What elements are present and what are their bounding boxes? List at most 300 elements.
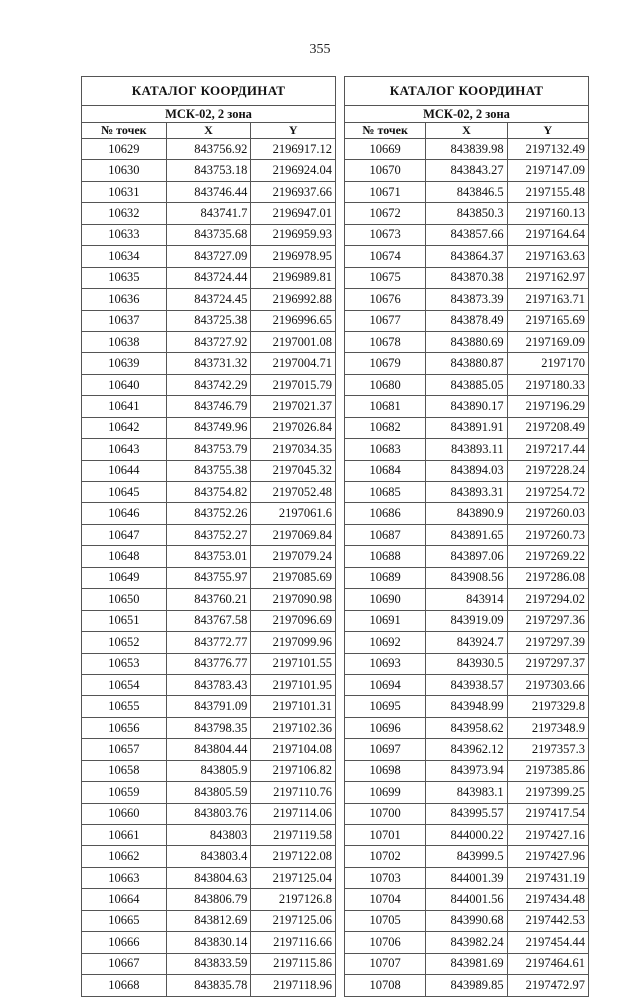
- x-coordinate-cell: 843755.38: [166, 460, 251, 481]
- y-coordinate-cell: 2197180.33: [507, 374, 588, 395]
- table-row: [82, 653, 336, 674]
- point-number-cell: 10671: [345, 181, 426, 202]
- y-coordinate-cell: 2197472.97: [507, 975, 588, 996]
- y-coordinate-cell: 2197147.09: [507, 160, 588, 181]
- table-row: [345, 589, 589, 610]
- point-number-cell: 10700: [345, 803, 426, 824]
- y-coordinate-cell: 2197079.24: [251, 546, 336, 567]
- point-number-cell: 10647: [82, 524, 167, 545]
- table-row: [82, 696, 336, 717]
- y-coordinate-cell: 2197119.58: [251, 825, 336, 846]
- x-coordinate-cell: 843752.26: [166, 503, 251, 524]
- y-coordinate-cell: 2197417.54: [507, 803, 588, 824]
- y-coordinate-cell: 2197125.04: [251, 867, 336, 888]
- table-row: [82, 589, 336, 610]
- x-coordinate-cell: 843893.11: [426, 439, 507, 460]
- y-coordinate-cell: 2197101.55: [251, 653, 336, 674]
- table-row: [345, 139, 589, 160]
- y-coordinate-cell: 2197165.69: [507, 310, 588, 331]
- table-row: [345, 417, 589, 438]
- point-number-cell: 10690: [345, 589, 426, 610]
- point-number-cell: 10633: [82, 224, 167, 245]
- x-coordinate-cell: 843772.77: [166, 632, 251, 653]
- x-coordinate-cell: 843727.09: [166, 246, 251, 267]
- x-coordinate-cell: 843983.1: [426, 782, 507, 803]
- y-coordinate-cell: 2197116.66: [251, 932, 336, 953]
- x-coordinate-cell: 843754.82: [166, 482, 251, 503]
- table-row: [345, 846, 589, 867]
- x-coordinate-cell: 843756.92: [166, 139, 251, 160]
- table-row: [345, 289, 589, 310]
- table-row: [345, 674, 589, 695]
- table-row: [345, 653, 589, 674]
- y-coordinate-cell: 2197034.35: [251, 439, 336, 460]
- point-number-cell: 10668: [82, 975, 167, 996]
- table-row: [345, 396, 589, 417]
- point-number-cell: 10644: [82, 460, 167, 481]
- point-number-cell: 10674: [345, 246, 426, 267]
- x-coordinate-cell: 843812.69: [166, 910, 251, 931]
- y-coordinate-cell: 2196978.95: [251, 246, 336, 267]
- header-point-number: № точек: [82, 123, 167, 139]
- y-coordinate-cell: 2197170: [507, 353, 588, 374]
- x-coordinate-cell: 843908.56: [426, 567, 507, 588]
- y-coordinate-cell: 2197297.37: [507, 653, 588, 674]
- x-coordinate-cell: 843958.62: [426, 717, 507, 738]
- x-coordinate-cell: 843864.37: [426, 246, 507, 267]
- table-row: [82, 181, 336, 202]
- y-coordinate-cell: 2196937.66: [251, 181, 336, 202]
- y-coordinate-cell: 2197096.69: [251, 610, 336, 631]
- table-row: [82, 610, 336, 631]
- y-coordinate-cell: 2197114.06: [251, 803, 336, 824]
- table-row: [345, 160, 589, 181]
- x-coordinate-cell: 843725.38: [166, 310, 251, 331]
- table-row: [82, 739, 336, 760]
- point-number-cell: 10642: [82, 417, 167, 438]
- table-row: [345, 932, 589, 953]
- point-number-cell: 10662: [82, 846, 167, 867]
- point-number-cell: 10670: [345, 160, 426, 181]
- x-coordinate-cell: 844001.56: [426, 889, 507, 910]
- point-number-cell: 10695: [345, 696, 426, 717]
- x-coordinate-cell: 843746.44: [166, 181, 251, 202]
- point-number-cell: 10657: [82, 739, 167, 760]
- point-number-cell: 10653: [82, 653, 167, 674]
- y-coordinate-cell: 2197102.36: [251, 717, 336, 738]
- table-row: [82, 374, 336, 395]
- y-coordinate-cell: 2197125.06: [251, 910, 336, 931]
- y-coordinate-cell: 2197169.09: [507, 331, 588, 352]
- table-row: [345, 975, 589, 996]
- y-coordinate-cell: 2197464.61: [507, 953, 588, 974]
- y-coordinate-cell: 2197442.53: [507, 910, 588, 931]
- point-number-cell: 10672: [345, 203, 426, 224]
- table-row: [345, 181, 589, 202]
- point-number-cell: 10673: [345, 224, 426, 245]
- page-number: 355: [309, 42, 331, 57]
- point-number-cell: 10661: [82, 825, 167, 846]
- point-number-cell: 10687: [345, 524, 426, 545]
- point-number-cell: 10639: [82, 353, 167, 374]
- table-row: [345, 696, 589, 717]
- point-number-cell: 10704: [345, 889, 426, 910]
- x-coordinate-cell: 843833.59: [166, 953, 251, 974]
- catalog-body-right: [345, 139, 589, 997]
- y-coordinate-cell: 2196996.65: [251, 310, 336, 331]
- x-coordinate-cell: 843890.9: [426, 503, 507, 524]
- point-number-cell: 10663: [82, 867, 167, 888]
- point-number-cell: 10631: [82, 181, 167, 202]
- table-row: [345, 546, 589, 567]
- y-coordinate-cell: 2197297.36: [507, 610, 588, 631]
- point-number-cell: 10677: [345, 310, 426, 331]
- table-row: [345, 782, 589, 803]
- header-y: Y: [507, 123, 588, 139]
- x-coordinate-cell: 843760.21: [166, 589, 251, 610]
- point-number-cell: 10684: [345, 460, 426, 481]
- x-coordinate-cell: 843755.97: [166, 567, 251, 588]
- point-number-cell: 10708: [345, 975, 426, 996]
- x-coordinate-cell: 843999.5: [426, 846, 507, 867]
- table-row: [345, 867, 589, 888]
- x-coordinate-cell: 843891.91: [426, 417, 507, 438]
- x-coordinate-cell: 843804.44: [166, 739, 251, 760]
- y-coordinate-cell: 2197122.08: [251, 846, 336, 867]
- x-coordinate-cell: 843995.57: [426, 803, 507, 824]
- point-number-cell: 10699: [345, 782, 426, 803]
- y-coordinate-cell: 2197294.02: [507, 589, 588, 610]
- table-row: [82, 417, 336, 438]
- x-coordinate-cell: 843982.24: [426, 932, 507, 953]
- x-coordinate-cell: 843973.94: [426, 760, 507, 781]
- point-number-cell: 10645: [82, 482, 167, 503]
- catalog-title: КАТАЛОГ КООРДИНАТ: [345, 77, 589, 106]
- y-coordinate-cell: 2196989.81: [251, 267, 336, 288]
- table-row: [345, 717, 589, 738]
- y-coordinate-cell: 2197303.66: [507, 674, 588, 695]
- y-coordinate-cell: 2197004.71: [251, 353, 336, 374]
- x-coordinate-cell: 843873.39: [426, 289, 507, 310]
- point-number-cell: 10648: [82, 546, 167, 567]
- zone-label: МСК-02, 2 зона: [345, 106, 589, 123]
- point-number-cell: 10696: [345, 717, 426, 738]
- table-row: [82, 524, 336, 545]
- y-coordinate-cell: 2196924.04: [251, 160, 336, 181]
- table-row: [345, 910, 589, 931]
- y-coordinate-cell: 2197427.16: [507, 825, 588, 846]
- catalog-title: КАТАЛОГ КООРДИНАТ: [82, 77, 336, 106]
- y-coordinate-cell: 2197126.8: [251, 889, 336, 910]
- x-coordinate-cell: 843803.4: [166, 846, 251, 867]
- point-number-cell: 10654: [82, 674, 167, 695]
- x-coordinate-cell: 843839.98: [426, 139, 507, 160]
- y-coordinate-cell: 2197106.82: [251, 760, 336, 781]
- point-number-cell: 10679: [345, 353, 426, 374]
- point-number-cell: 10629: [82, 139, 167, 160]
- y-coordinate-cell: 2197434.48: [507, 889, 588, 910]
- point-number-cell: 10689: [345, 567, 426, 588]
- y-coordinate-cell: 2197254.72: [507, 482, 588, 503]
- point-number-cell: 10652: [82, 632, 167, 653]
- x-coordinate-cell: 843835.78: [166, 975, 251, 996]
- x-coordinate-cell: 843897.06: [426, 546, 507, 567]
- y-coordinate-cell: 2197208.49: [507, 417, 588, 438]
- point-number-cell: 10660: [82, 803, 167, 824]
- y-coordinate-cell: 2197155.48: [507, 181, 588, 202]
- x-coordinate-cell: 843894.03: [426, 460, 507, 481]
- table-row: [82, 246, 336, 267]
- table-row: [82, 224, 336, 245]
- table-row: [345, 224, 589, 245]
- x-coordinate-cell: 843798.35: [166, 717, 251, 738]
- point-number-cell: 10667: [82, 953, 167, 974]
- x-coordinate-cell: 843767.58: [166, 610, 251, 631]
- table-row: [82, 482, 336, 503]
- table-row: [345, 760, 589, 781]
- table-row: [345, 374, 589, 395]
- y-coordinate-cell: 2197269.22: [507, 546, 588, 567]
- point-number-cell: 10706: [345, 932, 426, 953]
- x-coordinate-cell: 843880.69: [426, 331, 507, 352]
- table-row: [82, 760, 336, 781]
- x-coordinate-cell: 843846.5: [426, 181, 507, 202]
- x-coordinate-cell: 843776.77: [166, 653, 251, 674]
- x-coordinate-cell: 843938.57: [426, 674, 507, 695]
- header-y: Y: [251, 123, 336, 139]
- table-row: [345, 331, 589, 352]
- y-coordinate-cell: 2197132.49: [507, 139, 588, 160]
- y-coordinate-cell: 2197427.96: [507, 846, 588, 867]
- point-number-cell: 10651: [82, 610, 167, 631]
- x-coordinate-cell: 844000.22: [426, 825, 507, 846]
- x-coordinate-cell: 843870.38: [426, 267, 507, 288]
- y-coordinate-cell: 2197164.64: [507, 224, 588, 245]
- zone-label: МСК-02, 2 зона: [82, 106, 336, 123]
- point-number-cell: 10692: [345, 632, 426, 653]
- x-coordinate-cell: 843962.12: [426, 739, 507, 760]
- point-number-cell: 10650: [82, 589, 167, 610]
- point-number-cell: 10630: [82, 160, 167, 181]
- y-coordinate-cell: 2197001.08: [251, 331, 336, 352]
- point-number-cell: 10658: [82, 760, 167, 781]
- x-coordinate-cell: 843914: [426, 589, 507, 610]
- catalog-body-left: [82, 139, 336, 997]
- y-coordinate-cell: 2196959.93: [251, 224, 336, 245]
- y-coordinate-cell: 2197357.3: [507, 739, 588, 760]
- x-coordinate-cell: 843830.14: [166, 932, 251, 953]
- table-row: [82, 503, 336, 524]
- y-coordinate-cell: 2197160.13: [507, 203, 588, 224]
- x-coordinate-cell: 843857.66: [426, 224, 507, 245]
- y-coordinate-cell: 2196917.12: [251, 139, 336, 160]
- point-number-cell: 10698: [345, 760, 426, 781]
- point-number-cell: 10632: [82, 203, 167, 224]
- table-row: [82, 567, 336, 588]
- table-row: [82, 889, 336, 910]
- table-row: [82, 782, 336, 803]
- table-row: [345, 567, 589, 588]
- point-number-cell: 10682: [345, 417, 426, 438]
- table-row: [345, 439, 589, 460]
- table-row: [345, 310, 589, 331]
- x-coordinate-cell: 843891.65: [426, 524, 507, 545]
- table-row: [82, 331, 336, 352]
- table-row: [345, 803, 589, 824]
- x-coordinate-cell: 843989.85: [426, 975, 507, 996]
- x-coordinate-cell: 843919.09: [426, 610, 507, 631]
- y-coordinate-cell: 2197286.08: [507, 567, 588, 588]
- point-number-cell: 10676: [345, 289, 426, 310]
- point-number-cell: 10664: [82, 889, 167, 910]
- x-coordinate-cell: 843753.79: [166, 439, 251, 460]
- x-coordinate-cell: 843727.92: [166, 331, 251, 352]
- x-coordinate-cell: 844001.39: [426, 867, 507, 888]
- y-coordinate-cell: 2197163.71: [507, 289, 588, 310]
- point-number-cell: 10681: [345, 396, 426, 417]
- table-row: [82, 846, 336, 867]
- y-coordinate-cell: 2197431.19: [507, 867, 588, 888]
- y-coordinate-cell: 2197115.86: [251, 953, 336, 974]
- y-coordinate-cell: 2197217.44: [507, 439, 588, 460]
- point-number-cell: 10635: [82, 267, 167, 288]
- table-row: [345, 482, 589, 503]
- table-row: [345, 524, 589, 545]
- x-coordinate-cell: 843783.43: [166, 674, 251, 695]
- y-coordinate-cell: 2197026.84: [251, 417, 336, 438]
- table-row: [345, 353, 589, 374]
- y-coordinate-cell: 2196992.88: [251, 289, 336, 310]
- table-row: [82, 203, 336, 224]
- header-point-number: № точек: [345, 123, 426, 139]
- table-row: [82, 267, 336, 288]
- point-number-cell: 10694: [345, 674, 426, 695]
- y-coordinate-cell: 2197104.08: [251, 739, 336, 760]
- y-coordinate-cell: 2197015.79: [251, 374, 336, 395]
- header-x: X: [166, 123, 251, 139]
- point-number-cell: 10641: [82, 396, 167, 417]
- point-number-cell: 10638: [82, 331, 167, 352]
- table-row: [345, 610, 589, 631]
- x-coordinate-cell: 843753.18: [166, 160, 251, 181]
- point-number-cell: 10666: [82, 932, 167, 953]
- point-number-cell: 10646: [82, 503, 167, 524]
- table-row: [82, 910, 336, 931]
- point-number-cell: 10691: [345, 610, 426, 631]
- x-coordinate-cell: 843746.79: [166, 396, 251, 417]
- y-coordinate-cell: 2197297.39: [507, 632, 588, 653]
- point-number-cell: 10665: [82, 910, 167, 931]
- point-number-cell: 10697: [345, 739, 426, 760]
- point-number-cell: 10636: [82, 289, 167, 310]
- table-row: [82, 160, 336, 181]
- point-number-cell: 10634: [82, 246, 167, 267]
- x-coordinate-cell: 843878.49: [426, 310, 507, 331]
- point-number-cell: 10707: [345, 953, 426, 974]
- point-number-cell: 10686: [345, 503, 426, 524]
- point-number-cell: 10675: [345, 267, 426, 288]
- table-row: [345, 267, 589, 288]
- table-row: [82, 289, 336, 310]
- y-coordinate-cell: 2197228.24: [507, 460, 588, 481]
- table-row: [82, 932, 336, 953]
- y-coordinate-cell: 2197101.95: [251, 674, 336, 695]
- x-coordinate-cell: 843805.9: [166, 760, 251, 781]
- point-number-cell: 10678: [345, 331, 426, 352]
- y-coordinate-cell: 2197399.25: [507, 782, 588, 803]
- table-row: [82, 139, 336, 160]
- point-number-cell: 10655: [82, 696, 167, 717]
- point-number-cell: 10649: [82, 567, 167, 588]
- x-coordinate-cell: 843880.87: [426, 353, 507, 374]
- header-x: X: [426, 123, 507, 139]
- table-row: [82, 396, 336, 417]
- x-coordinate-cell: 843803.76: [166, 803, 251, 824]
- y-coordinate-cell: 2197045.32: [251, 460, 336, 481]
- y-coordinate-cell: 2197260.03: [507, 503, 588, 524]
- table-row: [345, 460, 589, 481]
- y-coordinate-cell: 2197085.69: [251, 567, 336, 588]
- table-row: [82, 353, 336, 374]
- y-coordinate-cell: 2197061.6: [251, 503, 336, 524]
- x-coordinate-cell: 843749.96: [166, 417, 251, 438]
- table-row: [345, 739, 589, 760]
- point-number-cell: 10669: [345, 139, 426, 160]
- y-coordinate-cell: 2197454.44: [507, 932, 588, 953]
- point-number-cell: 10659: [82, 782, 167, 803]
- point-number-cell: 10640: [82, 374, 167, 395]
- y-coordinate-cell: 2197385.86: [507, 760, 588, 781]
- x-coordinate-cell: 843735.68: [166, 224, 251, 245]
- table-row: [82, 953, 336, 974]
- x-coordinate-cell: 843752.27: [166, 524, 251, 545]
- point-number-cell: 10701: [345, 825, 426, 846]
- table-row: [345, 825, 589, 846]
- x-coordinate-cell: 843724.44: [166, 267, 251, 288]
- table-row: [82, 674, 336, 695]
- table-row: [82, 632, 336, 653]
- y-coordinate-cell: 2197069.84: [251, 524, 336, 545]
- x-coordinate-cell: 843804.63: [166, 867, 251, 888]
- x-coordinate-cell: 843981.69: [426, 953, 507, 974]
- table-row: [82, 825, 336, 846]
- x-coordinate-cell: 843805.59: [166, 782, 251, 803]
- y-coordinate-cell: 2196947.01: [251, 203, 336, 224]
- point-number-cell: 10702: [345, 846, 426, 867]
- x-coordinate-cell: 843806.79: [166, 889, 251, 910]
- coordinate-catalog-left: [81, 76, 336, 997]
- x-coordinate-cell: 843930.5: [426, 653, 507, 674]
- y-coordinate-cell: 2197052.48: [251, 482, 336, 503]
- x-coordinate-cell: 843924.7: [426, 632, 507, 653]
- table-row: [345, 953, 589, 974]
- x-coordinate-cell: 843948.99: [426, 696, 507, 717]
- table-row: [345, 889, 589, 910]
- point-number-cell: 10703: [345, 867, 426, 888]
- point-number-cell: 10637: [82, 310, 167, 331]
- point-number-cell: 10680: [345, 374, 426, 395]
- point-number-cell: 10693: [345, 653, 426, 674]
- table-row: [82, 546, 336, 567]
- point-number-cell: 10685: [345, 482, 426, 503]
- x-coordinate-cell: 843893.31: [426, 482, 507, 503]
- x-coordinate-cell: 843742.29: [166, 374, 251, 395]
- table-row: [345, 246, 589, 267]
- point-number-cell: 10656: [82, 717, 167, 738]
- x-coordinate-cell: 843741.7: [166, 203, 251, 224]
- x-coordinate-cell: 843724.45: [166, 289, 251, 310]
- x-coordinate-cell: 843990.68: [426, 910, 507, 931]
